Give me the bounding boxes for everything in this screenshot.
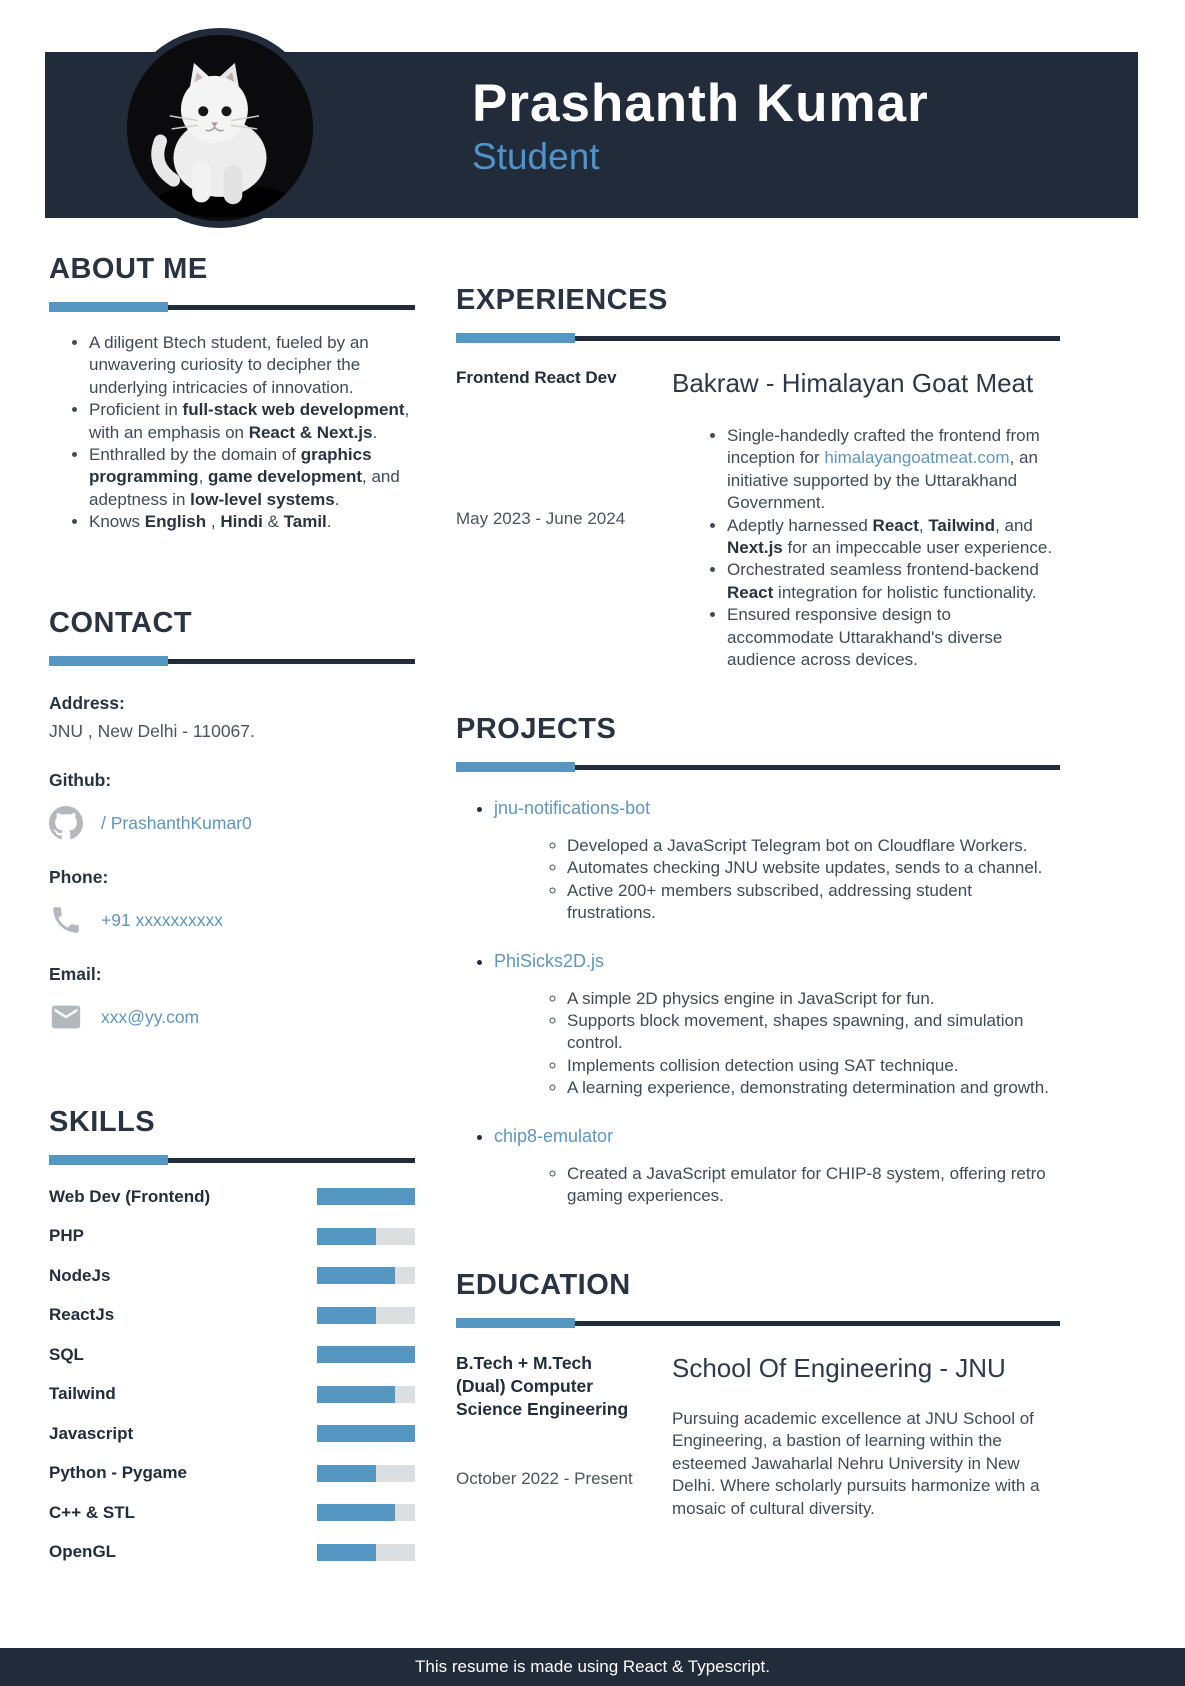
skill-fill (317, 1188, 415, 1205)
skill-bar (317, 1188, 415, 1205)
education-section (456, 1268, 1060, 1520)
skills-title: SKILLS (49, 1106, 156, 1138)
experience-role: Frontend React Dev (456, 368, 617, 387)
about-bullet: • A diligent Btech student, fueled by an unwavering curiosity to decipher the underlying intricacies of innovation. (89, 332, 415, 399)
skill-bar (317, 1504, 415, 1521)
skill-bar (317, 1465, 415, 1482)
experience-entry (456, 367, 1060, 671)
about-bullet: • Proficient in full-stack web development, with an emphasis on React & Next.js. (89, 399, 415, 444)
about-section (49, 252, 415, 534)
skill-bar (317, 1228, 415, 1245)
project-link[interactable]: PhiSicks2D.js (494, 950, 605, 971)
skill-row (49, 1454, 415, 1494)
phone-link[interactable]: +91 xxxxxxxxxx (101, 909, 224, 930)
person-role: Student (472, 136, 600, 177)
skill-fill (317, 1228, 376, 1245)
education-school: School Of Engineering - JNU (672, 1353, 1006, 1383)
skill-bar (317, 1544, 415, 1561)
email-link[interactable]: xxx@yy.com (101, 1006, 200, 1027)
footer-text: This resume is made using React & Typescript. (415, 1657, 770, 1676)
project-link[interactable]: jnu-notifications-bot (494, 798, 651, 818)
skill-fill (317, 1544, 376, 1561)
contact-address (49, 692, 415, 743)
education-degree: B.Tech + M.Tech (Dual) Computer Science Engineering (456, 1353, 629, 1419)
skill-row (49, 1296, 415, 1336)
skill-fill (317, 1267, 395, 1284)
contact-phone (49, 866, 415, 937)
education-entry (456, 1352, 1060, 1520)
education-dates: October 2022 - Present (456, 1469, 633, 1488)
contact-github (49, 769, 415, 840)
email-label: Email: (49, 964, 102, 984)
phone-label: Phone: (49, 867, 109, 887)
skill-row (49, 1533, 415, 1573)
experience-dates: May 2023 - June 2024 (456, 509, 626, 528)
contact-title: CONTACT (49, 607, 193, 639)
section-underline (49, 656, 415, 666)
skill-fill (317, 1504, 395, 1521)
skill-fill (317, 1465, 376, 1482)
projects-list (456, 798, 1060, 1207)
github-icon (49, 806, 83, 840)
project-link[interactable]: chip8-emulator (494, 1125, 614, 1146)
project-item (494, 798, 1060, 925)
skill-name: NodeJs (49, 1265, 111, 1285)
skill-name: Javascript (49, 1423, 134, 1443)
experience-company: Bakraw - Himalayan Goat Meat (672, 368, 1034, 398)
project-bullet: ◦ A simple 2D physics engine in JavaScript for fun. (567, 988, 1060, 1010)
project-item (494, 951, 1060, 1100)
skill-bar (317, 1386, 415, 1403)
experience-bullet-list (672, 425, 1060, 671)
section-underline (456, 1318, 1060, 1328)
project-bullet: ◦ Supports block movement, shapes spawning, and simulation control. (567, 1010, 1060, 1055)
projects-section (456, 712, 1060, 1207)
skill-fill (317, 1307, 376, 1324)
skill-bar (317, 1307, 415, 1324)
experience-bullet: • Single-handedly crafted the frontend from inception for himalayangoatmeat.com, an initiative supported by the Uttarakhand Government. (727, 425, 1060, 515)
kitten-photo (127, 35, 313, 221)
project-bullet-list (494, 835, 1060, 925)
experience-bullet: • Ensured responsive design to accommodate Uttarakhand's diverse audience across devices. (727, 604, 1060, 671)
skill-name: Python - Pygame (49, 1463, 187, 1483)
skill-row (49, 1414, 415, 1454)
skill-name: ReactJs (49, 1305, 115, 1325)
section-underline (49, 1155, 415, 1165)
experience-bullet: • Adeptly harnessed React, Tailwind, and Next.js for an impeccable user experience. (727, 515, 1060, 560)
experiences-title: EXPERIENCES (456, 284, 668, 316)
address-value: JNU , New Delhi - 110067. (49, 721, 255, 741)
projects-title: PROJECTS (456, 713, 617, 745)
project-bullet: ◦ Developed a JavaScript Telegram bot on Cloudflare Workers. (567, 835, 1060, 857)
project-item (494, 1126, 1060, 1208)
skill-name: PHP (49, 1226, 84, 1246)
skill-row (49, 1335, 415, 1375)
envelope-icon (49, 1000, 83, 1034)
skill-row (49, 1256, 415, 1296)
skill-bar (317, 1425, 415, 1442)
skill-row (49, 1375, 415, 1415)
phone-icon (49, 903, 83, 937)
skills-list (49, 1177, 415, 1572)
project-bullet: ◦ Automates checking JNU website updates, sends to a channel. (567, 857, 1060, 879)
skills-section (49, 1105, 415, 1572)
section-underline (49, 302, 415, 312)
section-underline (456, 333, 1060, 343)
skill-name: C++ & STL (49, 1502, 135, 1522)
education-title: EDUCATION (456, 1269, 631, 1301)
experiences-section (456, 283, 1060, 671)
project-bullet-list (494, 1163, 1060, 1208)
skill-fill (317, 1346, 415, 1363)
skill-fill (317, 1425, 415, 1442)
skill-name: SQL (49, 1344, 84, 1364)
skill-row (49, 1177, 415, 1217)
contact-section (49, 606, 415, 1034)
skill-bar (317, 1346, 415, 1363)
skill-name: Tailwind (49, 1384, 116, 1404)
profile-photo (120, 28, 320, 228)
skill-fill (317, 1386, 395, 1403)
project-bullet: ◦ A learning experience, demonstrating determination and growth. (567, 1077, 1060, 1099)
skill-bar (317, 1267, 415, 1284)
skill-row (49, 1217, 415, 1257)
header-text (472, 74, 929, 178)
contact-email (49, 963, 415, 1034)
project-bullet: ◦ Active 200+ members subscribed, addressing student frustrations. (567, 880, 1060, 925)
section-underline (456, 762, 1060, 772)
project-bullet: ◦ Created a JavaScript emulator for CHIP-8 system, offering retro gaming experiences. (567, 1163, 1060, 1208)
about-bullet: • Enthralled by the domain of graphics programming, game development, and adeptness in low-level systems. (89, 444, 415, 511)
person-name: Prashanth Kumar (472, 74, 929, 133)
footer-band (0, 1648, 1185, 1686)
header-band (45, 52, 1138, 218)
inline-link[interactable]: himalayangoatmeat.com (824, 448, 1010, 468)
skill-name: Web Dev (Frontend) (49, 1186, 211, 1206)
github-link[interactable]: / PrashanthKumar0 (101, 812, 252, 833)
education-description: Pursuing academic excellence at JNU School of Engineering, a bastion of learning within the esteemed Jawaharlal Nehru University in New Delhi. Where scholarly pursuits harmonize with a mosaic of cultural diversity. (672, 1409, 1040, 1518)
project-bullet-list (494, 988, 1060, 1100)
github-label: Github: (49, 770, 112, 790)
about-title: ABOUT ME (49, 253, 208, 285)
skill-row (49, 1493, 415, 1533)
about-list (49, 332, 415, 534)
experience-bullet: • Orchestrated seamless frontend-backend React integration for holistic functionality. (727, 559, 1060, 604)
project-bullet: ◦ Implements collision detection using SAT technique. (567, 1055, 1060, 1077)
about-bullet: • Knows English , Hindi & Tamil. (89, 511, 415, 533)
address-label: Address: (49, 693, 125, 713)
skill-name: OpenGL (49, 1542, 117, 1562)
